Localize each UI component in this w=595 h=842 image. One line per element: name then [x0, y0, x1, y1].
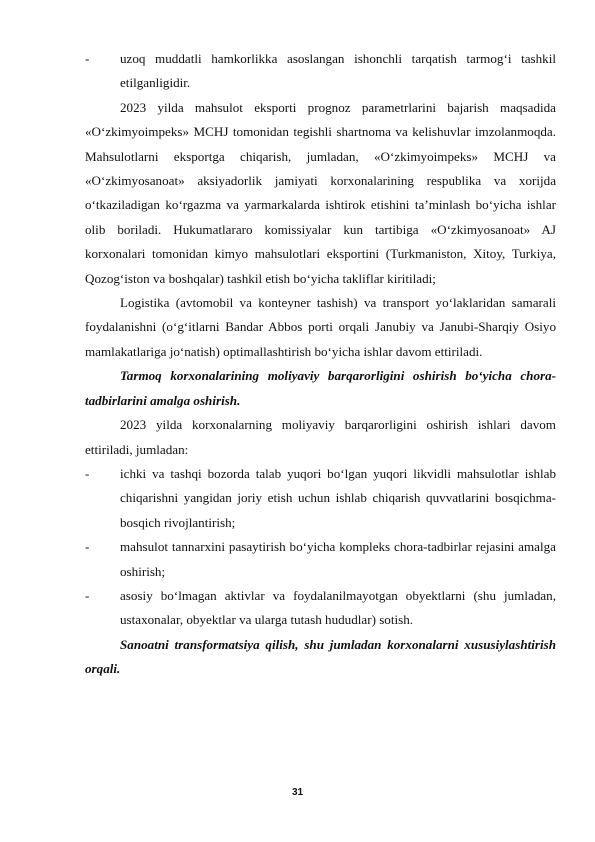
bullet-text: ichki va tashqi bozorda talab yuqori bo‘lgan yuqori likvidli mahsulotlar ishlab chiqarishni yangidan joriy etish uchun ishlab chiqarish quvvatlarini bosqichma-bosqich rivojlantirish; [120, 465, 556, 530]
bullet-item [85, 535, 556, 584]
page-number: 31 [291, 787, 304, 798]
section-heading: Sanoatni transformatsiya qilish, shu jumladan korxonalarni xususiylashtirish orqali. [85, 636, 556, 677]
bullet-text: asosiy bo‘lmagan aktivlar va foydalanilmayotgan obyektlarni (shu jumladan, ustaxonalar, obyektlar va ularga tutash hududlar) sotish. [120, 587, 556, 628]
body-paragraph: Logistika (avtomobil va konteyner tashish) va transport yo‘laklaridan samarali foydalanishni (o‘g‘itlarni Bandar Abbos porti orqali Janubiy va Janubi-Sharqiy Osiyo mamlakatlariga jo‘natish) optimallashtirish bo‘yicha ishlar davom ettiriladi. [85, 295, 556, 359]
bullet-text: mahsulot tannarxini pasaytirish bo‘yicha kompleks chora-tadbirlar rejasini amalga oshirish; [120, 539, 556, 579]
document-body [85, 47, 556, 682]
bullet-item [85, 47, 556, 96]
section-heading: Tarmoq korxonalarining moliyaviy barqarorligini oshirish bo‘yicha chora-tadbirlarini amalga oshirish. [85, 368, 556, 408]
bullet-item [85, 462, 556, 535]
bullet-item [85, 584, 556, 633]
bullet-text: uzoq muddatli hamkorlikka asoslangan ishonchli tarqatish tarmog‘i tashkil etilganligidir. [120, 51, 556, 91]
body-paragraph: 2023 yilda mahsulot eksporti prognoz parametrlarini bajarish maqsadida «O‘zkimyoimpeks» MCHJ tomonidan tegishli shartnoma va kelishuvlar imzolanmoqda. Mahsulotlarni eksportga chiqarish, jumladan, «O‘zkimyoimpeks» MCHJ va «O‘zkimyosanoat» aksiyadorlik jamiyati korxonalarining respublika va xorijda o‘tkaziladigan ko‘rgazma va yarmarkalarda ishtirok etishini ta’minlash bo‘yicha ishlar olib boriladi. Hukumatlararo komissiyalar kun tartibiga «O‘zkimyosanoat» AJ korxonalari tomonidan kimyo mahsulotlari eksportini (Turkmaniston, Xitoy, Turkiya, Qozog‘iston va boshqalar) tashkil etish bo‘yicha takliflar kiritiladi; [85, 99, 556, 286]
bullet-marker: - [85, 539, 90, 555]
body-paragraph: 2023 yilda korxonalarning moliyaviy barqarorligini oshirish ishlari davom ettiriladi, jumladan: [85, 417, 556, 457]
bullet-marker: - [85, 587, 90, 603]
bullet-marker: - [85, 465, 90, 481]
bullet-marker: - [85, 51, 90, 66]
